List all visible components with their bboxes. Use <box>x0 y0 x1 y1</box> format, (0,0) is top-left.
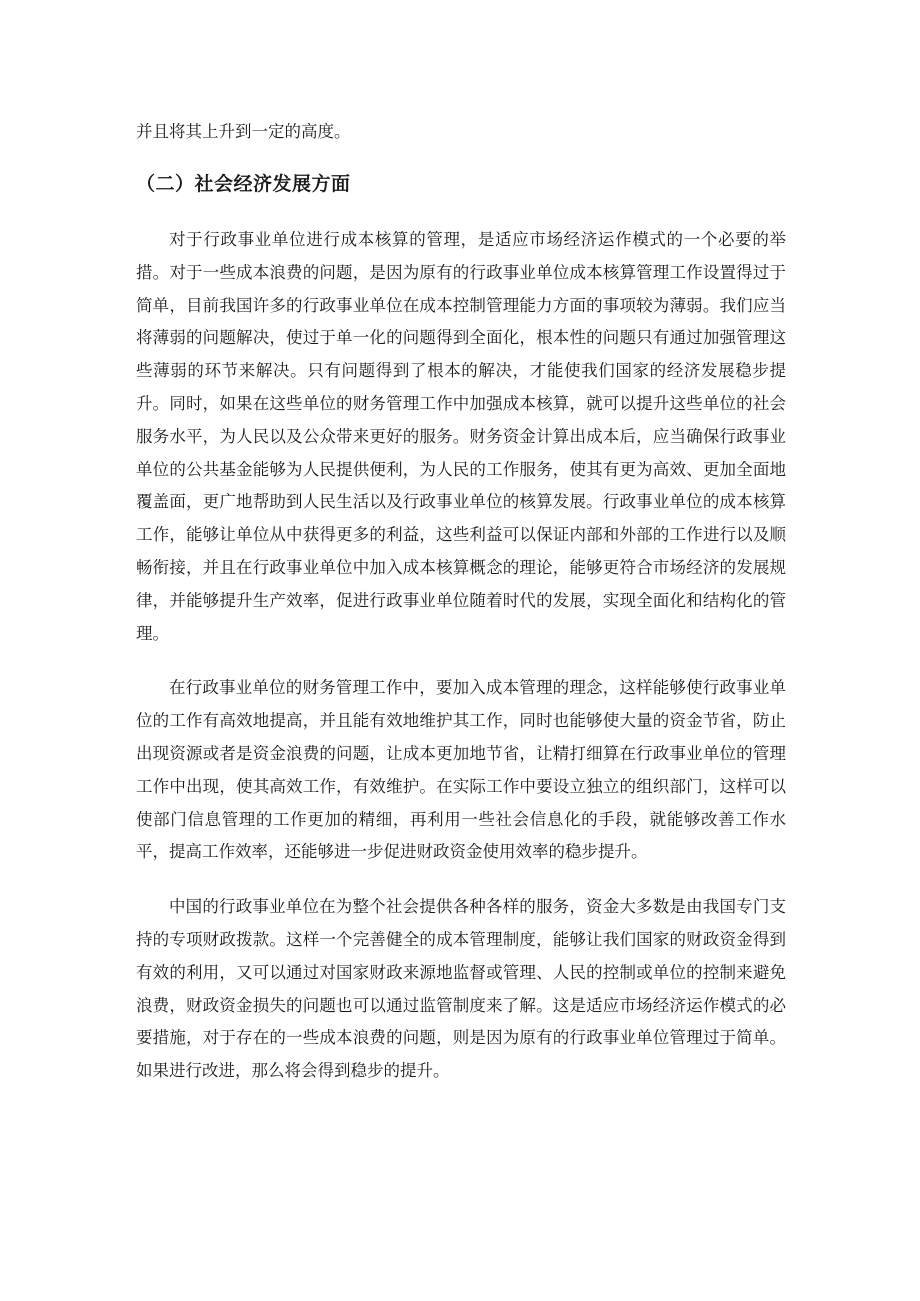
document-body <box>136 116 786 1088</box>
body-paragraph-1: 对于行政事业单位进行成本核算的管理，是适应市场经济运作模式的一个必要的举措。对于一些成本浪费的问题，是因为原有的行政事业单位成本核算管理工作设置得过于简单，目前我国许多的行政事业单位在成本控制管理能力方面的事项较为薄弱。我们应当将薄弱的问题解决，使过于单一化的问题得到全面化，根本性的问题只有通过加强管理这些薄弱的环节来解决。只有问题得到了根本的解决，才能使我们国家的经济发展稳步提升。同时，如果在这些单位的财务管理工作中加强成本核算，就可以提升这些单位的社会服务水平，为人民以及公众带来更好的服务。财务资金计算出成本后，应当确保行政事业单位的公共基金能够为人民提供便利，为人民的工作服务，使其有更为高效、更加全面地覆盖面，更广地帮助到人民生活以及行政事业单位的核算发展。行政事业单位的成本核算工作，能够让单位从中获得更多的利益，这些利益可以保证内部和外部的工作进行以及顺畅衔接，并且在行政事业单位中加入成本核算概念的理论，能够更符合市场经济的发展规律，并能够提升生产效率，促进行政事业单位随着时代的发展，实现全面化和结构化的管理。 <box>136 230 786 643</box>
body-paragraph-2: 在行政事业单位的财务管理工作中，要加入成本管理的理念，这样能够使行政事业单位的工作有高效地提高，并且能有效地维护其工作，同时也能够使大量的资金节省，防止出现资源或者是资金浪费的问题，让成本更加地节省，让精打细算在行政事业单位的管理工作中出现，使其高效工作，有效维护。在实际工作中要设立独立的组织部门，这样可以使部门信息管理的工作更加的精细，再利用一些社会信息化的手段，就能够改善工作水平，提高工作效率，还能够进一步促进财政资金使用效率的稳步提升。 <box>136 678 786 862</box>
continuation-text: 并且将其上升到一定的高度。 <box>136 122 351 141</box>
body-paragraph-3: 中国的行政事业单位在为整个社会提供各种各样的服务，资金大多数是由我国专门支持的专项财政拨款。这样一个完善健全的成本管理制度，能够让我们国家的财政资金得到有效的利用，又可以通过对国家财政来源地监督或管理、人民的控制或单位的控制来避免浪费，财政资金损失的问题也可以通过监管制度来了解。这是适应市场经济运作模式的必要措施，对于存在的一些成本浪费的问题，则是因为原有的行政事业单位管理过于简单。如果进行改进，那么将会得到稳步的提升。 <box>136 897 786 1081</box>
section-heading: （二）社会经济发展方面 <box>136 173 351 195</box>
